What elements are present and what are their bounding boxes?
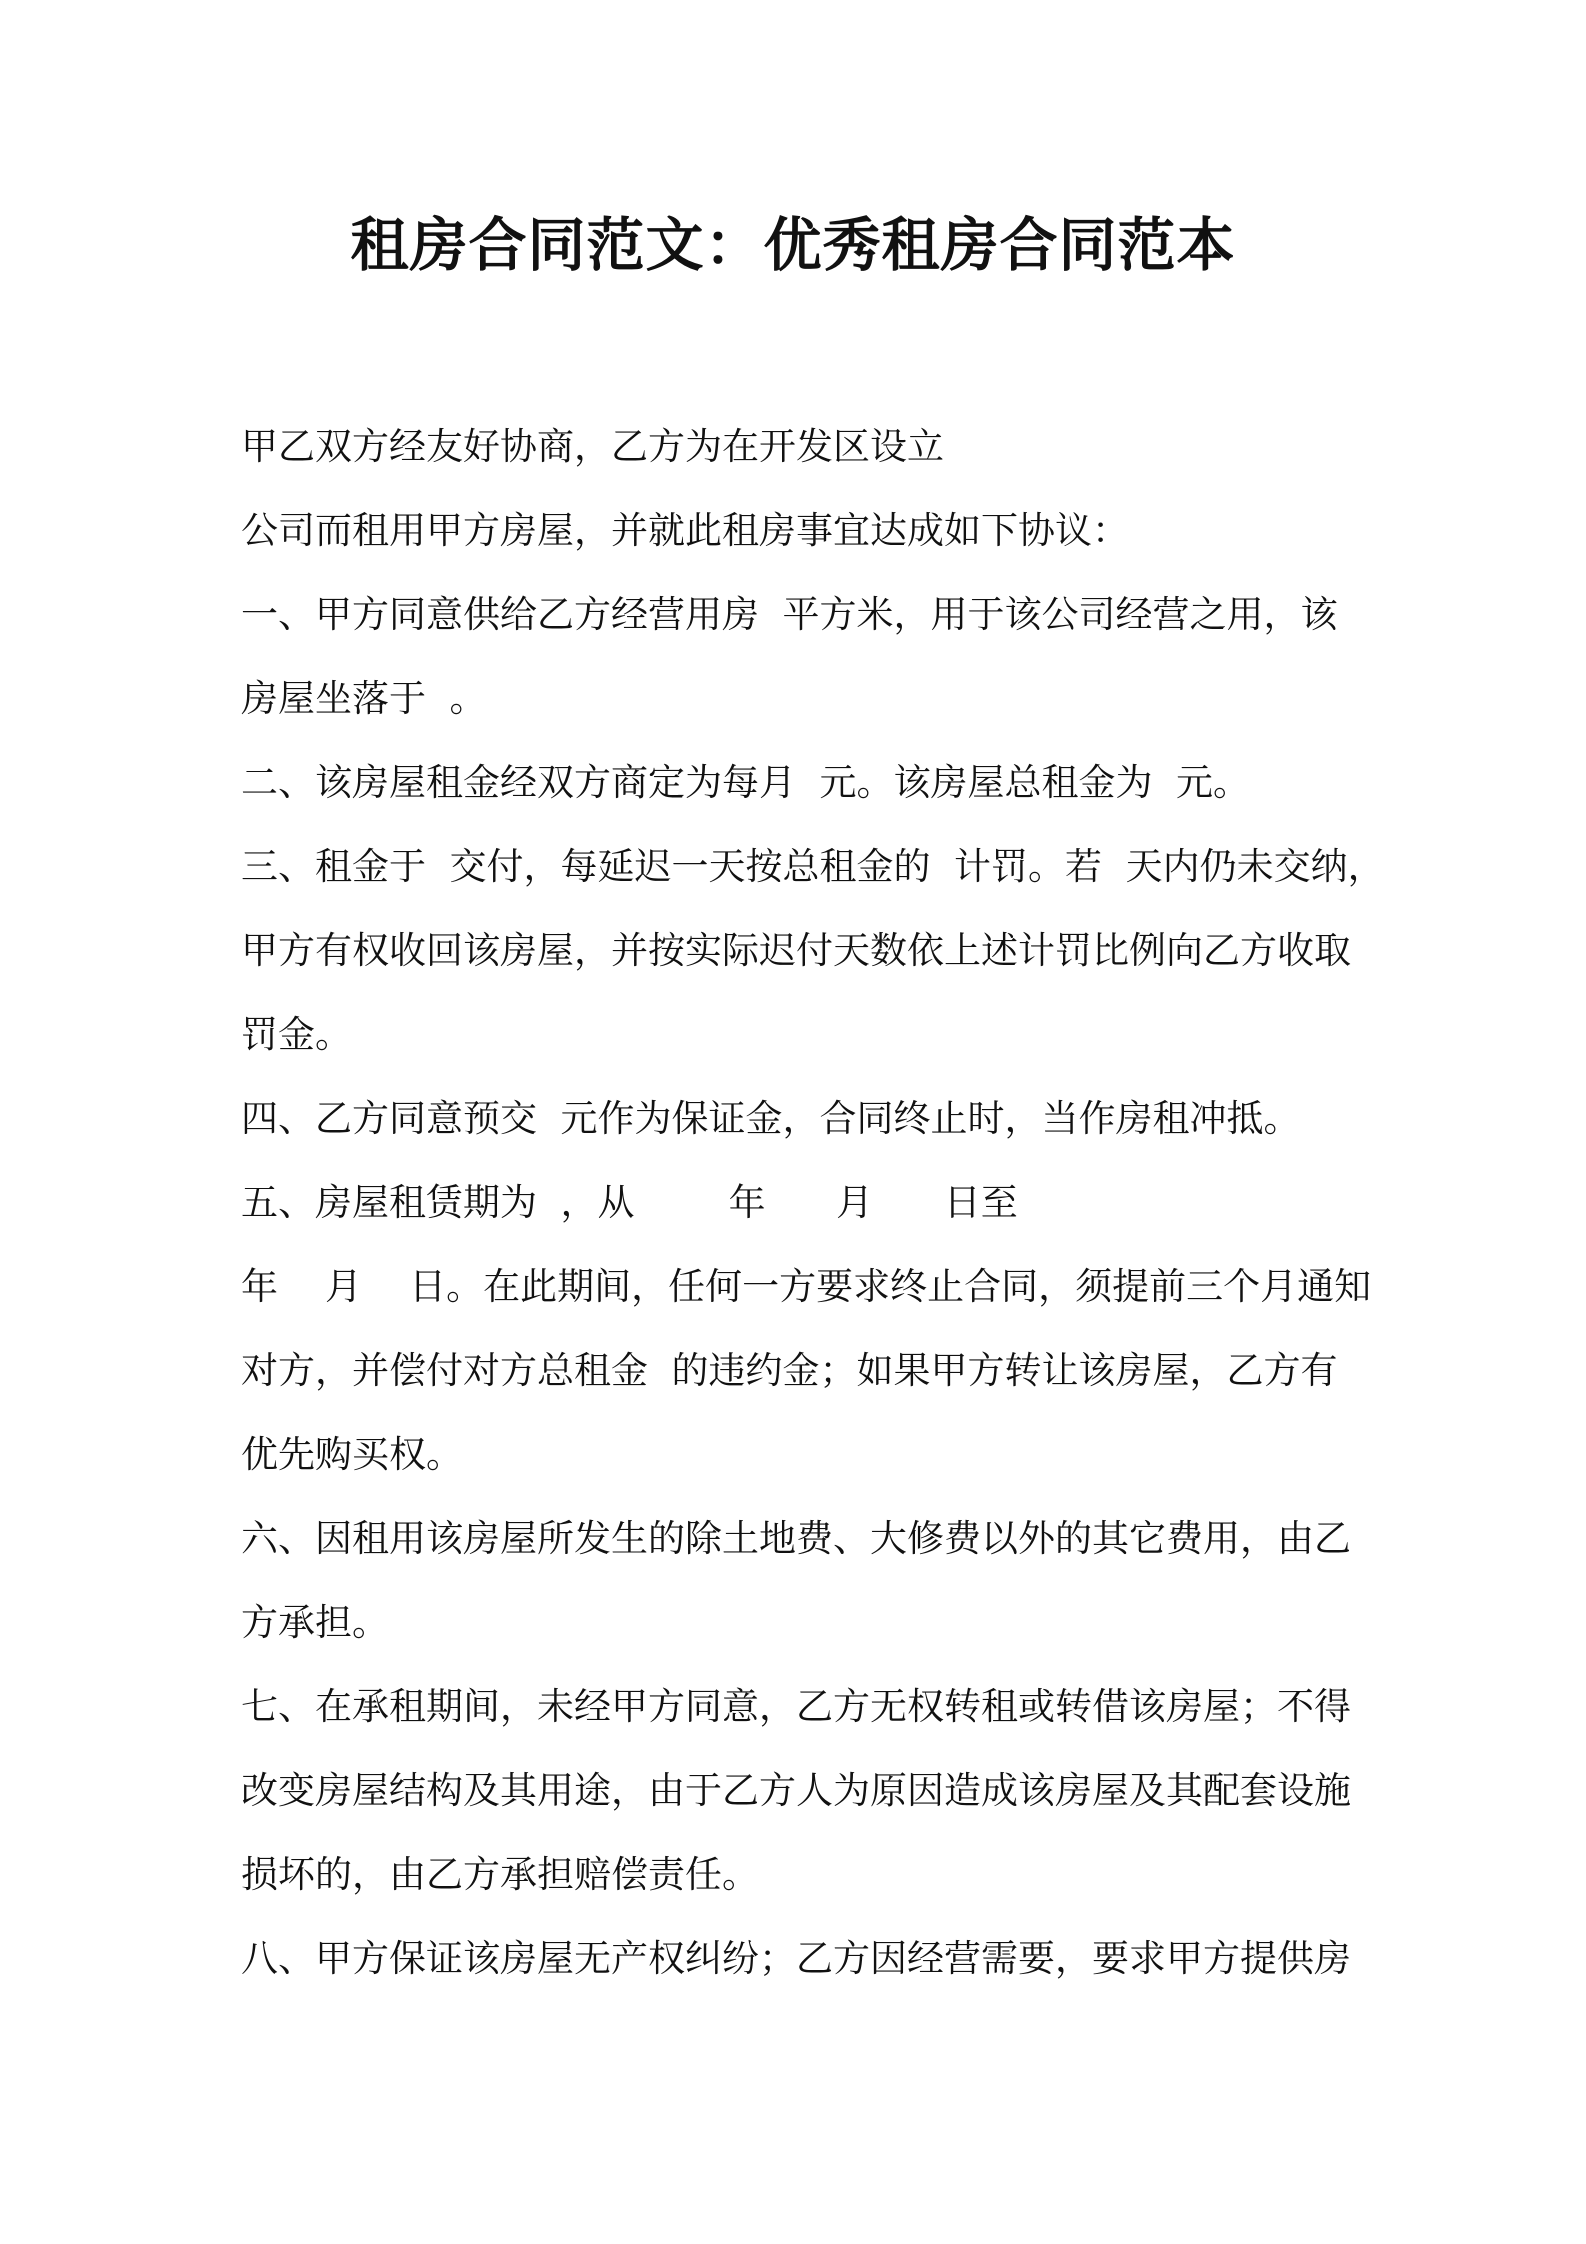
text-line-1: 甲乙双方经友好协商，乙方为在开发区设立 — [241, 425, 944, 468]
clause-5-line-2: 年 月 日。在此期间，任何一方要求终止合同，须提前三个月通知 — [241, 1265, 1372, 1308]
clause-8-line-1: 八、甲方保证该房屋无产权纠纷；乙方因经营需要，要求甲方提供房 — [241, 1937, 1351, 1980]
clause-5-line-4: 优先购买权。 — [241, 1433, 463, 1476]
clause-7-line-1: 七、在承租期间，未经甲方同意，乙方无权转租或转借该房屋；不得 — [241, 1685, 1351, 1728]
text-line-2: 公司而租用甲方房屋，并就此租房事宜达成如下协议： — [241, 509, 1129, 552]
clause-4-line-1: 四、乙方同意预交 元作为保证金，合同终止时，当作房租冲抵。 — [241, 1097, 1301, 1140]
clause-1-line-2: 房屋坐落于 。 — [241, 677, 487, 720]
clause-7-line-3: 损坏的，由乙方承担赔偿责任。 — [241, 1853, 759, 1896]
document-title: 租房合同范文：优秀租房合同范本 — [350, 211, 1236, 279]
clause-5-line-3: 对方，并偿付对方总租金 的违约金；如果甲方转让该房屋，乙方有 — [241, 1349, 1338, 1392]
contract-body — [241, 405, 1385, 2001]
clause-3-line-1: 三、租金于 交付，每延迟一天按总租金的 计罚。若 天内仍未交纳， — [241, 845, 1385, 888]
clause-2-line-1: 二、该房屋租金经双方商定为每月 元。该房屋总租金为 元。 — [241, 761, 1251, 804]
clause-7-line-2: 改变房屋结构及其用途，由于乙方人为原因造成该房屋及其配套设施 — [241, 1769, 1351, 1812]
clause-6-line-1: 六、因租用该房屋所发生的除土地费、大修费以外的其它费用，由乙 — [241, 1517, 1351, 1560]
clause-3-line-2: 甲方有权收回该房屋，并按实际迟付天数依上述计罚比例向乙方收取 — [241, 929, 1351, 972]
clause-1-line-1: 一、甲方同意供给乙方经营用房 平方米，用于该公司经营之用，该 — [241, 593, 1338, 636]
clause-3-line-3: 罚金。 — [241, 1013, 352, 1056]
clause-5-line-1: 五、房屋租赁期为 ，从 年 月 日至 — [241, 1181, 1018, 1224]
clause-6-line-2: 方承担。 — [241, 1601, 389, 1644]
